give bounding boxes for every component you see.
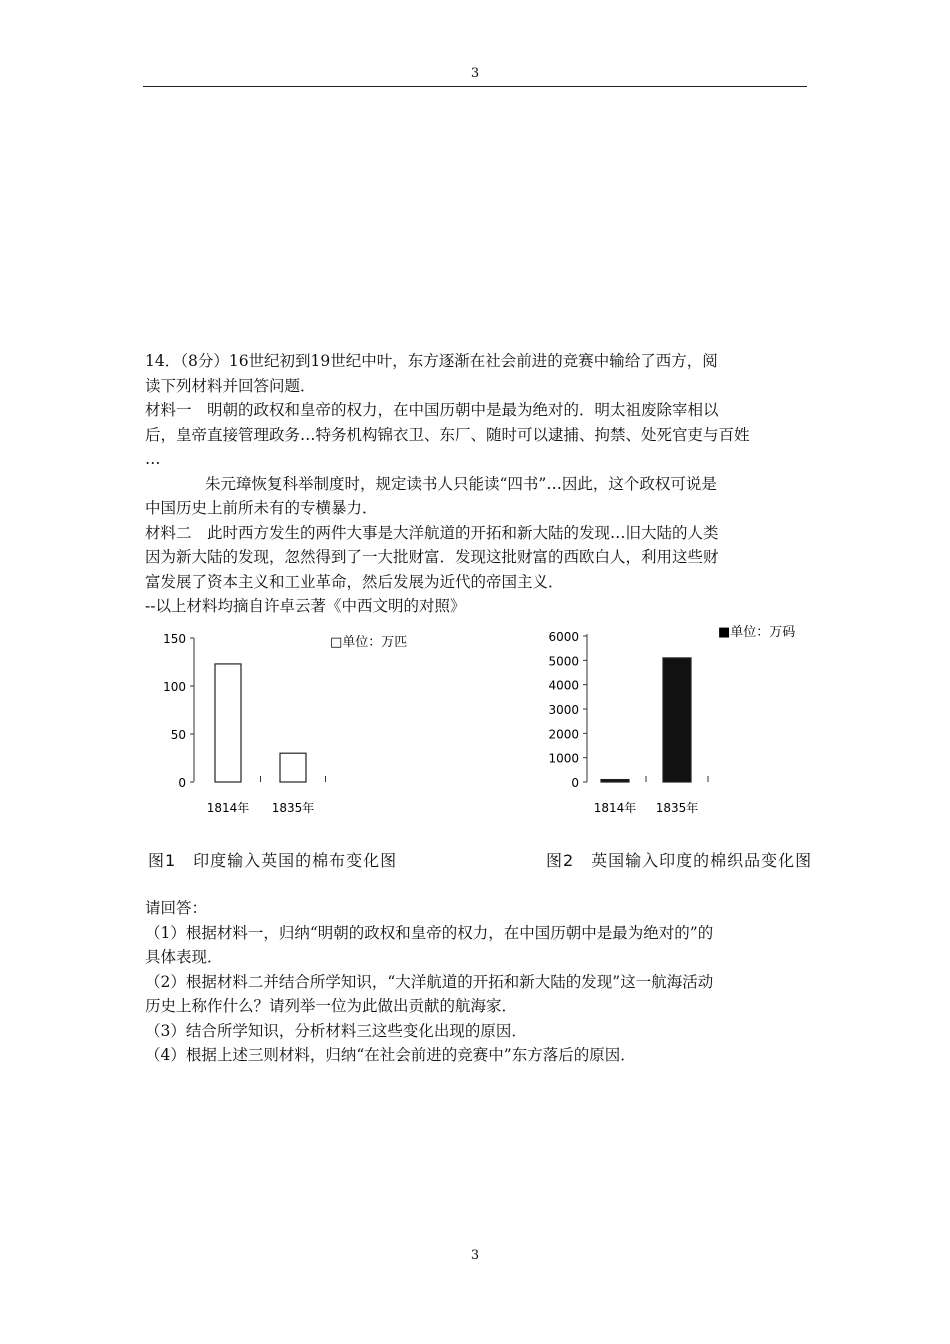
intro-line: 14．（8分）16世纪初到19世纪中叶，东方逐渐在社会前进的竞赛中输给了西方，阅 (145, 352, 718, 370)
chart-2-bar-2 (663, 658, 691, 782)
answer-prompt: 请回答： (145, 899, 208, 917)
question-item: （2）根据材料二并结合所学知识，“大洋航道的开拓和新大陆的发现”这一航海活动 (145, 972, 714, 991)
chart-1-bar-1 (215, 664, 241, 782)
source-line: --以上材料均摘自许卓云著《中西文明的对照》 (145, 597, 466, 615)
chart-2-ytick-label: 4000 (548, 678, 579, 693)
page-number-bottom: 3 (470, 1248, 480, 1263)
chart-1 (150, 622, 450, 826)
material-one-line: 后，皇帝直接管理政务…特务机构锦衣卫、东厂、随时可以逮捕、拘禁、处死官吏与百姓 (145, 425, 750, 444)
page-number-top: 3 (470, 66, 480, 81)
chart-1-ytick-label: 100 (163, 680, 186, 694)
chart-1-legend: □单位：万匹 (330, 635, 408, 650)
intro-line: 读下列材料并回答问题． (145, 376, 316, 395)
chart-2-ytick-label: 5000 (548, 654, 579, 669)
chart-2-caption: 图2 英国输入印度的棉织品变化图 (546, 851, 813, 870)
chart-2-ytick-label: 2000 (548, 727, 579, 742)
question-item: 具体表现． (145, 948, 223, 966)
chart-2-bar-1 (601, 780, 629, 782)
question-text (145, 349, 810, 619)
chart-2-ytick-label: 1000 (548, 751, 579, 766)
material-one-line: 朱元璋恢复科举制度时，规定读书人只能读“四书”…因此，这个政权可说是 (205, 474, 717, 493)
chart-2-svg (535, 622, 835, 822)
chart-2-ytick-label: 3000 (548, 703, 579, 717)
question-item: （4）根据上述三则材料，归纳“在社会前进的竞赛中”东方落后的原因． (145, 1046, 636, 1064)
header-rule (143, 86, 807, 87)
chart-2 (535, 622, 835, 826)
chart-2-xtick-label: 1814年 (593, 801, 637, 815)
question-item: 历史上称作什么？请列举一位为此做出贡献的航海家． (145, 997, 518, 1015)
material-two-line: 材料二 此时西方发生的两件大事是大洋航道的开拓和新大陆的发现…旧大陆的人类 (145, 523, 719, 542)
chart-2-ytick-label: 0 (571, 776, 579, 790)
material-two-line: 因为新大陆的发现，忽然得到了一大批财富．发现这批财富的西欧白人，利用这些财 (145, 548, 719, 566)
questions (145, 896, 810, 1068)
material-one-line: … (145, 450, 161, 468)
chart-2-ytick-label: 6000 (548, 630, 579, 644)
material-one-line: 中国历史上前所未有的专横暴力． (145, 499, 378, 517)
chart-1-ytick-label: 150 (163, 632, 186, 646)
question-item: （3）结合所学知识，分析材料三这些变化出现的原因． (145, 1021, 527, 1040)
chart-2-xtick-label: 1835年 (655, 801, 699, 815)
chart-1-caption: 图1 印度输入英国的棉布变化图 (148, 851, 398, 870)
material-two-line: 富发展了资本主义和工业革命，然后发展为近代的帝国主义． (145, 572, 564, 591)
chart-1-xtick-label: 1814年 (206, 801, 250, 815)
chart-1-ytick-label: 50 (170, 728, 186, 742)
chart-1-svg (150, 622, 450, 822)
chart-1-bar-2 (280, 753, 306, 782)
material-one-line: 材料一 明朝的政权和皇帝的权力，在中国历朝中是最为绝对的．明太祖废除宰相以 (145, 401, 719, 419)
chart-2-legend: ■单位：万码 (718, 625, 796, 640)
chart-1-xtick-label: 1835年 (271, 801, 315, 815)
question-item: （1）根据材料一，归纳“明朝的政权和皇帝的权力，在中国历朝中是最为绝对的”的 (145, 923, 714, 942)
chart-1-ytick-label: 0 (178, 776, 186, 790)
